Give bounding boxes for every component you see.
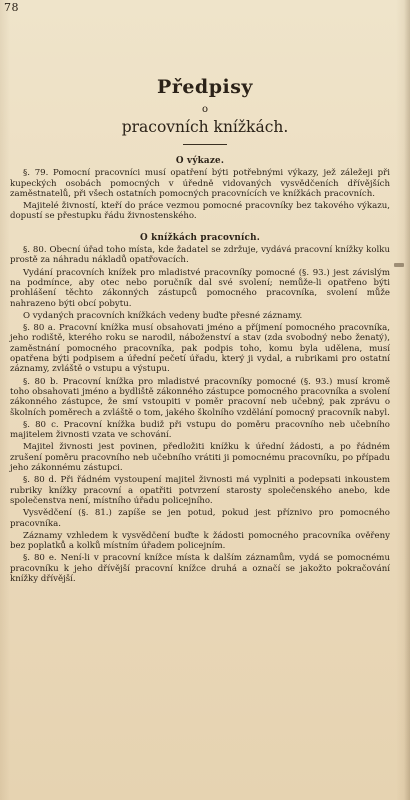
document-subtitle: pracovních knížkách. [121,118,289,136]
document-title: Předpisy [157,76,253,98]
page-edge-shadow [404,0,410,800]
section-vykaz [10,156,390,222]
paragraph: Majitel živnosti jest povinen, předložiti knížku k úřední žádosti, a po řádném zrušení poměru pracovního neb učebního vrátiti ji pomocnému pracovníku, po případu jeho zákonnému zástupci. [10,442,390,474]
paragraph: §. 79. Pomocní pracovníci musí opatření býti potřebnými výkazy, jež záležeji při kupeckých osobách pomocných v úředně vidovaných vysvědčeních dřívějších zaměstnatelů, při všech ostatních pomocných pracovnících ve knížkách pracovních. [10,168,390,199]
paragraph: Majitelé živností, kteří do práce vezmou pomocné pracovníky bez takového výkazu, dopustí se přestupku řádu živnostenského. [10,201,390,222]
paragraph: Záznamy vzhledem k vysvědčení buďte k žádosti pomocného pracovníka ověřeny bez poplatků a kolků místním úřadem policejním. [10,530,390,552]
paragraph: §. 80 e. Není-li v pracovní knížce místa k dalším záznamům, vydá se pomocnému pracovníku k jeho dřívější pracovní knížce druhá a označí se jakožto pokračování knížky dřívější. [10,553,390,584]
section-knizky [10,233,390,585]
page-edge-mark [394,263,404,267]
paragraph: Vydání pracovních knížek pro mladistvé pracovníky pomocné (§. 93.) jest závislým na podmínce, aby otec nebo poručník dal své svolení; nemůže-li opatřeno býti prohlášení těchto zákonných zástupců pomocného pracovníka, svolení může nahrazeno býti obcí pobytu. [10,267,390,309]
section-heading: O výkaze. [175,156,225,166]
title-divider [183,144,227,145]
section-heading: O knížkách pracovních. [140,232,260,243]
page-number: 78 [4,1,19,14]
paragraph: Vysvědčení (§. 81.) zapíše se jen potud, pokud jest příznivo pro pomocného pracovníka. [10,508,390,529]
paragraph: §. 80 c. Pracovní knížka budiž při vstupu do poměru pracovního neb učebního majitelem živnosti vzata ve schování. [10,419,390,441]
title-connector: o [201,104,209,115]
paragraph: §. 80 b. Pracovní knížka pro mladistvé pracovníky pomocné (§. 93.) musí kromě toho obsahovati jméno a bydliště zákonného zástupce pomocného pracovníka a svolení zákonného zástupce, že smí vstoupiti v poměr pracovní neb učebný, pak zprávu o školních poměrech a zvláště o tom, jakého školního vzdělání pomocný pracovník nabyl. [10,376,390,418]
paragraph: §. 80. Obecní úřad toho místa, kde žadatel se zdržuje, vydává pracovní knížky kolku prostě za náhradu nákladů opatřovacích. [10,245,390,266]
paragraph: §. 80 a. Pracovní knížka musí obsahovati jméno a příjmení pomocného pracovníka, jeho rodiště, kterého roku se narodil, náboženství a stav (zda svobodný nebo ženatý), zaměstnání pomocného pracovníka, pak podpis toho, komu byla udělena, musí opatřena býti podpisem a úřední pečetí úřadu, který ji vydal, a rubrikami pro ostatní záznamy, zvláště o vstupu a výstupu. [10,323,390,375]
document-body [10,156,390,586]
paragraph: O vydaných pracovních knížkách vedeny buďte přesné záznamy. [23,310,303,321]
paragraph: §. 80 d. Při řádném vystoupení majitel živnosti má vyplniti a podepsati inkoustem rubriky knížky pracovní a opatřiti potvrzení starosty společenského anebo, kde společenstva není, místního úřadu policejního. [10,475,390,506]
